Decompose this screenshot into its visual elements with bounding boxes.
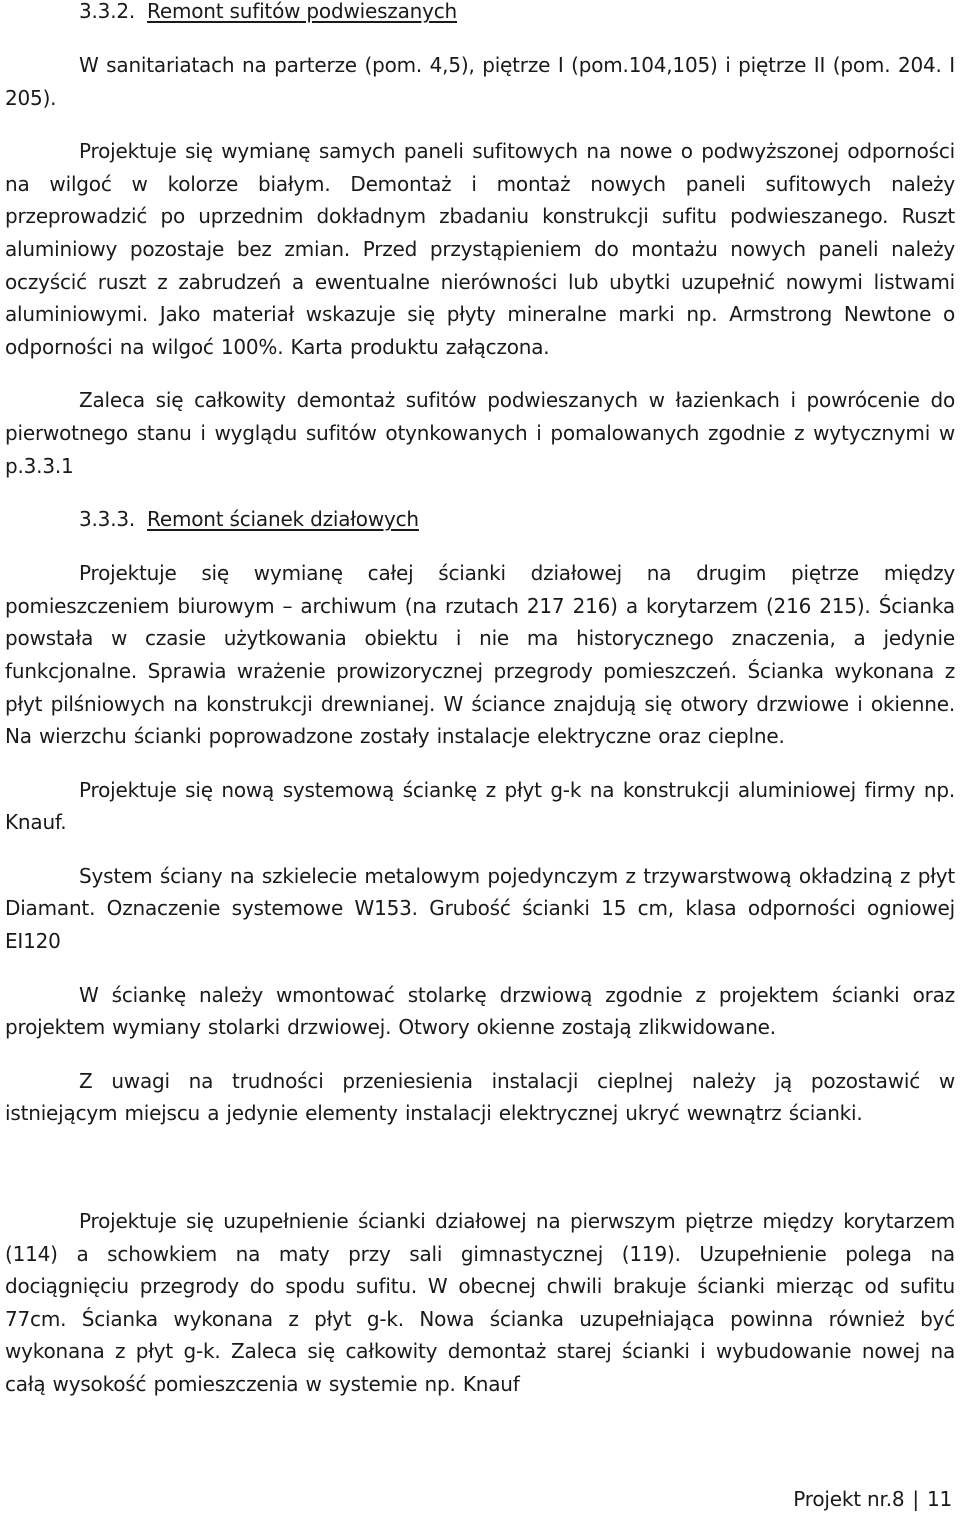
- paragraph: Projektuje się wymianę całej ścianki działowej na drugim piętrze między pomieszczeniem biurowym – archiwum (na rzutach 217 216) a korytarzem (216 215). Ścianka powstała w czasie użytkowania obiektu i nie ma historycznego znaczenia, a jedynie funkcjonalne. Sprawia wrażenie prowizorycznej przegrody pomieszczeń. Ścianka wykonana z płyt pilśniowych na konstrukcji drewnianej. W ściance znajdują się otwory drzwiowe i okienne. Na wierzchu ścianki poprowadzone zostały instalacje elektryczne oraz cieplne.: [5, 561, 955, 749]
- paragraph: Projektuje się nową systemową ściankę z płyt g-k na konstrukcji aluminiowej firmy np. Knauf.: [5, 777, 955, 835]
- paragraph: W ściankę należy wmontować stolarkę drzwiową zgodnie z projektem ścianki oraz projektem wymiany stolarki drzwiowej. Otwory okienne zostają zlikwidowane.: [5, 982, 955, 1040]
- paragraph: Projektuje się wymianę samych paneli sufitowych na nowe o podwyższonej odporności na wilgoć w kolorze białym. Demontaż i montaż nowych paneli sufitowych należy przeprowadzić po uprzednim dokładnym zbadaniu konstrukcji sufitu podwieszanego. Ruszt aluminiowy pozostaje bez zmian. Przed przystąpieniem do montażu nowych paneli należy oczyścić ruszt z zabrudzeń a ewentualne nierówności lub ubytki uzupełnić nowymi listwami aluminiowymi. Jako materiał wskazuje się płyty mineralne marki np. Armstrong Newtone o odporności na wilgoć 100%. Karta produktu załączona.: [5, 139, 955, 359]
- paragraph: Zaleca się całkowity demontaż sufitów podwieszanych w łazienkach i powrócenie do pierwotnego stanu i wyglądu sufitów otynkowanych i pomalowanych zgodnie z wytycznymi w p.3.3.1: [5, 388, 955, 478]
- paragraph: System ściany na szkielecie metalowym pojedynczym z trzywarstwową okładziną z płyt Diamant. Oznaczenie systemowe W153. Grubość ścianki 15 cm, klasa odporności ogniowej EI120: [5, 863, 955, 954]
- page-footer: [793, 1486, 952, 1512]
- section-number: 3.3.3.: [79, 507, 136, 532]
- document-page: [5, 0, 955, 1401]
- section-heading-3-3-3: [5, 503, 955, 535]
- footer-separator: |: [912, 1487, 919, 1511]
- paragraph: W sanitariatach na parterze (pom. 4,5), piętrze I (pom.104,105) i piętrze II (pom. 204. I 205).: [5, 53, 955, 110]
- section-title: Remont sufitów podwieszanych: [147, 0, 458, 23]
- paragraph: Projektuje się uzupełnienie ścianki działowej na pierwszym piętrze między korytarzem (114) a schowkiem na maty przy sali gimnastycznej (119). Uzupełnienie polega na dociągnięciu przegrody do spodu sufitu. W obecnej chwili brakuje ścianki mierząc od sufitu 77cm. Ścianka wykonana z płyt g-k. Nowa ścianka uzupełniająca powinna również być wykonana z płyt g-k. Zaleca się całkowity demontaż starej ścianki i wybudowanie nowej na całą wysokość pomieszczenia w systemie np. Knauf: [5, 1209, 955, 1396]
- project-label: Projekt nr.8: [793, 1487, 905, 1511]
- section-heading-3-3-2: [5, 0, 955, 27]
- paragraph: Z uwagi na trudności przeniesienia instalacji cieplnej należy ją pozostawić w istniejącym miejscu a jedynie elementy instalacji elektrycznej ukryć wewnątrz ścianki.: [5, 1068, 955, 1126]
- section-number: 3.3.2.: [79, 0, 136, 23]
- page-number: 11: [926, 1487, 952, 1511]
- section-title: Remont ścianek działowych: [147, 507, 419, 532]
